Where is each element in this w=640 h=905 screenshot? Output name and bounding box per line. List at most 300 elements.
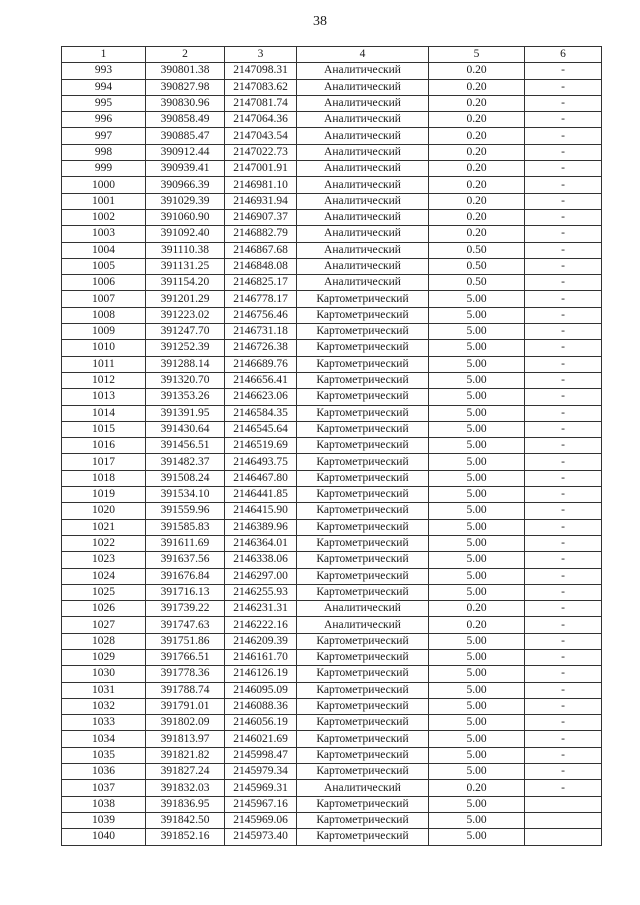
method-cell: Картометрический xyxy=(297,503,429,519)
point-number-cell: 1027 xyxy=(62,617,146,633)
accuracy-cell: 5.00 xyxy=(429,584,525,600)
x-coordinate-cell: 390912.44 xyxy=(146,144,225,160)
x-coordinate-cell: 391252.39 xyxy=(146,340,225,356)
table-row xyxy=(62,356,602,372)
point-number-cell: 1005 xyxy=(62,258,146,274)
y-coordinate-cell: 2146882.79 xyxy=(225,226,297,242)
note-cell: - xyxy=(525,421,602,437)
point-number-cell: 1003 xyxy=(62,226,146,242)
x-coordinate-cell: 391813.97 xyxy=(146,731,225,747)
x-coordinate-cell: 391029.39 xyxy=(146,193,225,209)
table-body xyxy=(62,63,602,845)
y-coordinate-cell: 2146931.94 xyxy=(225,193,297,209)
point-number-cell: 1024 xyxy=(62,568,146,584)
note-cell: - xyxy=(525,128,602,144)
y-coordinate-cell: 2146867.68 xyxy=(225,242,297,258)
table-row xyxy=(62,487,602,503)
method-cell: Аналитический xyxy=(297,161,429,177)
table-row xyxy=(62,812,602,828)
x-coordinate-cell: 390885.47 xyxy=(146,128,225,144)
x-coordinate-cell: 391391.95 xyxy=(146,405,225,421)
y-coordinate-cell: 2145979.34 xyxy=(225,764,297,780)
table-row xyxy=(62,682,602,698)
accuracy-cell: 5.00 xyxy=(429,715,525,731)
column-header: 5 xyxy=(429,47,525,63)
y-coordinate-cell: 2146415.90 xyxy=(225,503,297,519)
method-cell: Аналитический xyxy=(297,79,429,95)
x-coordinate-cell: 391832.03 xyxy=(146,780,225,796)
y-coordinate-cell: 2146056.19 xyxy=(225,715,297,731)
method-cell: Картометрический xyxy=(297,519,429,535)
table-row xyxy=(62,275,602,291)
table-row xyxy=(62,552,602,568)
point-number-cell: 1020 xyxy=(62,503,146,519)
accuracy-cell: 5.00 xyxy=(429,324,525,340)
x-coordinate-cell: 391766.51 xyxy=(146,649,225,665)
y-coordinate-cell: 2147064.36 xyxy=(225,112,297,128)
point-number-cell: 1004 xyxy=(62,242,146,258)
accuracy-cell: 0.20 xyxy=(429,193,525,209)
x-coordinate-cell: 391559.96 xyxy=(146,503,225,519)
point-number-cell: 1012 xyxy=(62,372,146,388)
x-coordinate-cell: 391154.20 xyxy=(146,275,225,291)
point-number-cell: 1039 xyxy=(62,812,146,828)
point-number-cell: 1022 xyxy=(62,535,146,551)
note-cell: - xyxy=(525,161,602,177)
table-row xyxy=(62,649,602,665)
note-cell: - xyxy=(525,438,602,454)
accuracy-cell: 5.00 xyxy=(429,568,525,584)
x-coordinate-cell: 390939.41 xyxy=(146,161,225,177)
accuracy-cell: 5.00 xyxy=(429,666,525,682)
note-cell: - xyxy=(525,584,602,600)
y-coordinate-cell: 2146161.70 xyxy=(225,649,297,665)
note-cell: - xyxy=(525,535,602,551)
accuracy-cell: 5.00 xyxy=(429,372,525,388)
method-cell: Картометрический xyxy=(297,649,429,665)
x-coordinate-cell: 390801.38 xyxy=(146,63,225,79)
accuracy-cell: 5.00 xyxy=(429,503,525,519)
point-number-cell: 1008 xyxy=(62,307,146,323)
method-cell: Аналитический xyxy=(297,128,429,144)
note-cell: - xyxy=(525,226,602,242)
point-number-cell: 995 xyxy=(62,95,146,111)
method-cell: Картометрический xyxy=(297,764,429,780)
method-cell: Картометрический xyxy=(297,731,429,747)
point-number-cell: 1034 xyxy=(62,731,146,747)
method-cell: Картометрический xyxy=(297,666,429,682)
x-coordinate-cell: 391247.70 xyxy=(146,324,225,340)
method-cell: Аналитический xyxy=(297,601,429,617)
method-cell: Картометрический xyxy=(297,389,429,405)
method-cell: Картометрический xyxy=(297,470,429,486)
accuracy-cell: 5.00 xyxy=(429,747,525,763)
point-number-cell: 996 xyxy=(62,112,146,128)
x-coordinate-cell: 391585.83 xyxy=(146,519,225,535)
note-cell: - xyxy=(525,177,602,193)
point-number-cell: 1023 xyxy=(62,552,146,568)
method-cell: Аналитический xyxy=(297,177,429,193)
method-cell: Картометрический xyxy=(297,633,429,649)
y-coordinate-cell: 2146467.80 xyxy=(225,470,297,486)
y-coordinate-cell: 2146756.46 xyxy=(225,307,297,323)
note-cell: - xyxy=(525,715,602,731)
method-cell: Картометрический xyxy=(297,535,429,551)
column-header: 3 xyxy=(225,47,297,63)
table-row xyxy=(62,63,602,79)
x-coordinate-cell: 391747.63 xyxy=(146,617,225,633)
method-cell: Картометрический xyxy=(297,747,429,763)
table-row xyxy=(62,470,602,486)
table-row xyxy=(62,747,602,763)
x-coordinate-cell: 391842.50 xyxy=(146,812,225,828)
note-cell: - xyxy=(525,601,602,617)
x-coordinate-cell: 390966.39 xyxy=(146,177,225,193)
y-coordinate-cell: 2146021.69 xyxy=(225,731,297,747)
method-cell: Аналитический xyxy=(297,63,429,79)
method-cell: Аналитический xyxy=(297,112,429,128)
method-cell: Аналитический xyxy=(297,226,429,242)
accuracy-cell: 0.50 xyxy=(429,242,525,258)
accuracy-cell: 0.50 xyxy=(429,275,525,291)
y-coordinate-cell: 2145998.47 xyxy=(225,747,297,763)
y-coordinate-cell: 2147001.91 xyxy=(225,161,297,177)
accuracy-cell: 0.50 xyxy=(429,258,525,274)
accuracy-cell: 5.00 xyxy=(429,291,525,307)
point-number-cell: 1015 xyxy=(62,421,146,437)
y-coordinate-cell: 2146441.85 xyxy=(225,487,297,503)
x-coordinate-cell: 391751.86 xyxy=(146,633,225,649)
accuracy-cell: 0.20 xyxy=(429,780,525,796)
x-coordinate-cell: 391836.95 xyxy=(146,796,225,812)
y-coordinate-cell: 2146848.08 xyxy=(225,258,297,274)
point-number-cell: 1013 xyxy=(62,389,146,405)
note-cell: - xyxy=(525,340,602,356)
note-cell: - xyxy=(525,487,602,503)
point-number-cell: 1007 xyxy=(62,291,146,307)
table-row xyxy=(62,405,602,421)
note-cell: - xyxy=(525,291,602,307)
accuracy-cell: 5.00 xyxy=(429,405,525,421)
method-cell: Аналитический xyxy=(297,780,429,796)
note-cell: - xyxy=(525,389,602,405)
point-number-cell: 1032 xyxy=(62,698,146,714)
y-coordinate-cell: 2146825.17 xyxy=(225,275,297,291)
column-header: 4 xyxy=(297,47,429,63)
note-cell: - xyxy=(525,275,602,291)
table-row xyxy=(62,519,602,535)
y-coordinate-cell: 2146493.75 xyxy=(225,454,297,470)
method-cell: Картометрический xyxy=(297,812,429,828)
table-row xyxy=(62,258,602,274)
x-coordinate-cell: 391288.14 xyxy=(146,356,225,372)
method-cell: Аналитический xyxy=(297,275,429,291)
table-row xyxy=(62,438,602,454)
method-cell: Картометрический xyxy=(297,307,429,323)
x-coordinate-cell: 391353.26 xyxy=(146,389,225,405)
table-row xyxy=(62,764,602,780)
table-row xyxy=(62,715,602,731)
method-cell: Картометрический xyxy=(297,356,429,372)
table-row xyxy=(62,601,602,617)
x-coordinate-cell: 391676.84 xyxy=(146,568,225,584)
method-cell: Картометрический xyxy=(297,487,429,503)
accuracy-cell: 0.20 xyxy=(429,601,525,617)
note-cell: - xyxy=(525,372,602,388)
point-number-cell: 1011 xyxy=(62,356,146,372)
accuracy-cell: 0.20 xyxy=(429,112,525,128)
table-row xyxy=(62,291,602,307)
note-cell: - xyxy=(525,731,602,747)
accuracy-cell: 5.00 xyxy=(429,698,525,714)
x-coordinate-cell: 391852.16 xyxy=(146,829,225,845)
method-cell: Картометрический xyxy=(297,405,429,421)
accuracy-cell: 5.00 xyxy=(429,454,525,470)
y-coordinate-cell: 2146981.10 xyxy=(225,177,297,193)
x-coordinate-cell: 391223.02 xyxy=(146,307,225,323)
note-cell: - xyxy=(525,519,602,535)
accuracy-cell: 0.20 xyxy=(429,209,525,225)
accuracy-cell: 5.00 xyxy=(429,829,525,845)
table-row xyxy=(62,617,602,633)
y-coordinate-cell: 2147022.73 xyxy=(225,144,297,160)
table-row xyxy=(62,780,602,796)
y-coordinate-cell: 2146731.18 xyxy=(225,324,297,340)
y-coordinate-cell: 2146338.06 xyxy=(225,552,297,568)
point-number-cell: 1025 xyxy=(62,584,146,600)
point-number-cell: 998 xyxy=(62,144,146,160)
note-cell: - xyxy=(525,79,602,95)
x-coordinate-cell: 391821.82 xyxy=(146,747,225,763)
column-header: 2 xyxy=(146,47,225,63)
y-coordinate-cell: 2147081.74 xyxy=(225,95,297,111)
accuracy-cell: 5.00 xyxy=(429,438,525,454)
x-coordinate-cell: 391637.56 xyxy=(146,552,225,568)
point-number-cell: 1040 xyxy=(62,829,146,845)
accuracy-cell: 5.00 xyxy=(429,356,525,372)
accuracy-cell: 5.00 xyxy=(429,649,525,665)
point-number-cell: 1000 xyxy=(62,177,146,193)
note-cell: - xyxy=(525,193,602,209)
table-row xyxy=(62,128,602,144)
method-cell: Картометрический xyxy=(297,454,429,470)
note-cell: - xyxy=(525,95,602,111)
table-row xyxy=(62,389,602,405)
accuracy-cell: 5.00 xyxy=(429,519,525,535)
table-row xyxy=(62,698,602,714)
method-cell: Картометрический xyxy=(297,372,429,388)
x-coordinate-cell: 391611.69 xyxy=(146,535,225,551)
accuracy-cell: 0.20 xyxy=(429,144,525,160)
point-number-cell: 993 xyxy=(62,63,146,79)
note-cell: - xyxy=(525,617,602,633)
table-row xyxy=(62,193,602,209)
x-coordinate-cell: 391739.22 xyxy=(146,601,225,617)
accuracy-cell: 0.20 xyxy=(429,128,525,144)
note-cell: - xyxy=(525,682,602,698)
accuracy-cell: 0.20 xyxy=(429,161,525,177)
accuracy-cell: 0.20 xyxy=(429,79,525,95)
note-cell: - xyxy=(525,503,602,519)
point-number-cell: 1019 xyxy=(62,487,146,503)
point-number-cell: 1006 xyxy=(62,275,146,291)
point-number-cell: 1009 xyxy=(62,324,146,340)
method-cell: Картометрический xyxy=(297,584,429,600)
accuracy-cell: 5.00 xyxy=(429,812,525,828)
point-number-cell: 1017 xyxy=(62,454,146,470)
accuracy-cell: 5.00 xyxy=(429,389,525,405)
y-coordinate-cell: 2146364.01 xyxy=(225,535,297,551)
point-number-cell: 1031 xyxy=(62,682,146,698)
y-coordinate-cell: 2146689.76 xyxy=(225,356,297,372)
y-coordinate-cell: 2146584.35 xyxy=(225,405,297,421)
y-coordinate-cell: 2146222.16 xyxy=(225,617,297,633)
y-coordinate-cell: 2145969.31 xyxy=(225,780,297,796)
note-cell: - xyxy=(525,63,602,79)
accuracy-cell: 5.00 xyxy=(429,470,525,486)
note-cell: - xyxy=(525,764,602,780)
note-cell: - xyxy=(525,242,602,258)
table-row xyxy=(62,226,602,242)
note-cell xyxy=(525,829,602,845)
accuracy-cell: 5.00 xyxy=(429,487,525,503)
point-number-cell: 1016 xyxy=(62,438,146,454)
coordinates-table xyxy=(61,46,602,846)
accuracy-cell: 5.00 xyxy=(429,764,525,780)
point-number-cell: 1036 xyxy=(62,764,146,780)
point-number-cell: 1021 xyxy=(62,519,146,535)
y-coordinate-cell: 2146623.06 xyxy=(225,389,297,405)
point-number-cell: 997 xyxy=(62,128,146,144)
x-coordinate-cell: 391060.90 xyxy=(146,209,225,225)
table-row xyxy=(62,535,602,551)
table-row xyxy=(62,161,602,177)
x-coordinate-cell: 391201.29 xyxy=(146,291,225,307)
accuracy-cell: 5.00 xyxy=(429,535,525,551)
note-cell: - xyxy=(525,666,602,682)
x-coordinate-cell: 390830.96 xyxy=(146,95,225,111)
accuracy-cell: 5.00 xyxy=(429,552,525,568)
accuracy-cell: 5.00 xyxy=(429,421,525,437)
y-coordinate-cell: 2146726.38 xyxy=(225,340,297,356)
note-cell: - xyxy=(525,649,602,665)
method-cell: Картометрический xyxy=(297,796,429,812)
note-cell: - xyxy=(525,454,602,470)
table-row xyxy=(62,144,602,160)
x-coordinate-cell: 391508.24 xyxy=(146,470,225,486)
table-row xyxy=(62,177,602,193)
table-row xyxy=(62,324,602,340)
accuracy-cell: 5.00 xyxy=(429,307,525,323)
note-cell: - xyxy=(525,780,602,796)
method-cell: Картометрический xyxy=(297,291,429,307)
point-number-cell: 1035 xyxy=(62,747,146,763)
method-cell: Аналитический xyxy=(297,242,429,258)
point-number-cell: 1014 xyxy=(62,405,146,421)
note-cell: - xyxy=(525,356,602,372)
method-cell: Картометрический xyxy=(297,552,429,568)
accuracy-cell: 0.20 xyxy=(429,95,525,111)
note-cell: - xyxy=(525,470,602,486)
page-number: 38 xyxy=(313,14,327,29)
table-row xyxy=(62,372,602,388)
point-number-cell: 1018 xyxy=(62,470,146,486)
method-cell: Аналитический xyxy=(297,258,429,274)
accuracy-cell: 5.00 xyxy=(429,731,525,747)
note-cell: - xyxy=(525,698,602,714)
accuracy-cell: 0.20 xyxy=(429,226,525,242)
accuracy-cell: 0.20 xyxy=(429,63,525,79)
point-number-cell: 1030 xyxy=(62,666,146,682)
point-number-cell: 999 xyxy=(62,161,146,177)
y-coordinate-cell: 2146389.96 xyxy=(225,519,297,535)
x-coordinate-cell: 390858.49 xyxy=(146,112,225,128)
method-cell: Картометрический xyxy=(297,698,429,714)
x-coordinate-cell: 391716.13 xyxy=(146,584,225,600)
note-cell: - xyxy=(525,568,602,584)
method-cell: Картометрический xyxy=(297,829,429,845)
note-cell: - xyxy=(525,209,602,225)
x-coordinate-cell: 391320.70 xyxy=(146,372,225,388)
table-row xyxy=(62,242,602,258)
note-cell: - xyxy=(525,307,602,323)
method-cell: Аналитический xyxy=(297,193,429,209)
table-row xyxy=(62,731,602,747)
accuracy-cell: 5.00 xyxy=(429,633,525,649)
y-coordinate-cell: 2146126.19 xyxy=(225,666,297,682)
x-coordinate-cell: 391430.64 xyxy=(146,421,225,437)
table-row xyxy=(62,829,602,845)
point-number-cell: 1010 xyxy=(62,340,146,356)
point-number-cell: 1028 xyxy=(62,633,146,649)
point-number-cell: 1026 xyxy=(62,601,146,617)
table-row xyxy=(62,95,602,111)
table-row xyxy=(62,209,602,225)
x-coordinate-cell: 391092.40 xyxy=(146,226,225,242)
y-coordinate-cell: 2147083.62 xyxy=(225,79,297,95)
y-coordinate-cell: 2145967.16 xyxy=(225,796,297,812)
method-cell: Картометрический xyxy=(297,324,429,340)
y-coordinate-cell: 2146088.36 xyxy=(225,698,297,714)
x-coordinate-cell: 391131.25 xyxy=(146,258,225,274)
table-row xyxy=(62,307,602,323)
table-row xyxy=(62,568,602,584)
note-cell: - xyxy=(525,552,602,568)
y-coordinate-cell: 2146255.93 xyxy=(225,584,297,600)
x-coordinate-cell: 391802.09 xyxy=(146,715,225,731)
note-cell: - xyxy=(525,405,602,421)
table-row xyxy=(62,112,602,128)
method-cell: Аналитический xyxy=(297,144,429,160)
method-cell: Картометрический xyxy=(297,421,429,437)
point-number-cell: 1033 xyxy=(62,715,146,731)
x-coordinate-cell: 391827.24 xyxy=(146,764,225,780)
point-number-cell: 1037 xyxy=(62,780,146,796)
point-number-cell: 1001 xyxy=(62,193,146,209)
accuracy-cell: 5.00 xyxy=(429,682,525,698)
table-row xyxy=(62,796,602,812)
method-cell: Аналитический xyxy=(297,95,429,111)
method-cell: Картометрический xyxy=(297,715,429,731)
method-cell: Картометрический xyxy=(297,568,429,584)
y-coordinate-cell: 2146095.09 xyxy=(225,682,297,698)
y-coordinate-cell: 2147098.31 xyxy=(225,63,297,79)
accuracy-cell: 5.00 xyxy=(429,796,525,812)
note-cell xyxy=(525,796,602,812)
table-row xyxy=(62,454,602,470)
point-number-cell: 1038 xyxy=(62,796,146,812)
note-cell xyxy=(525,812,602,828)
